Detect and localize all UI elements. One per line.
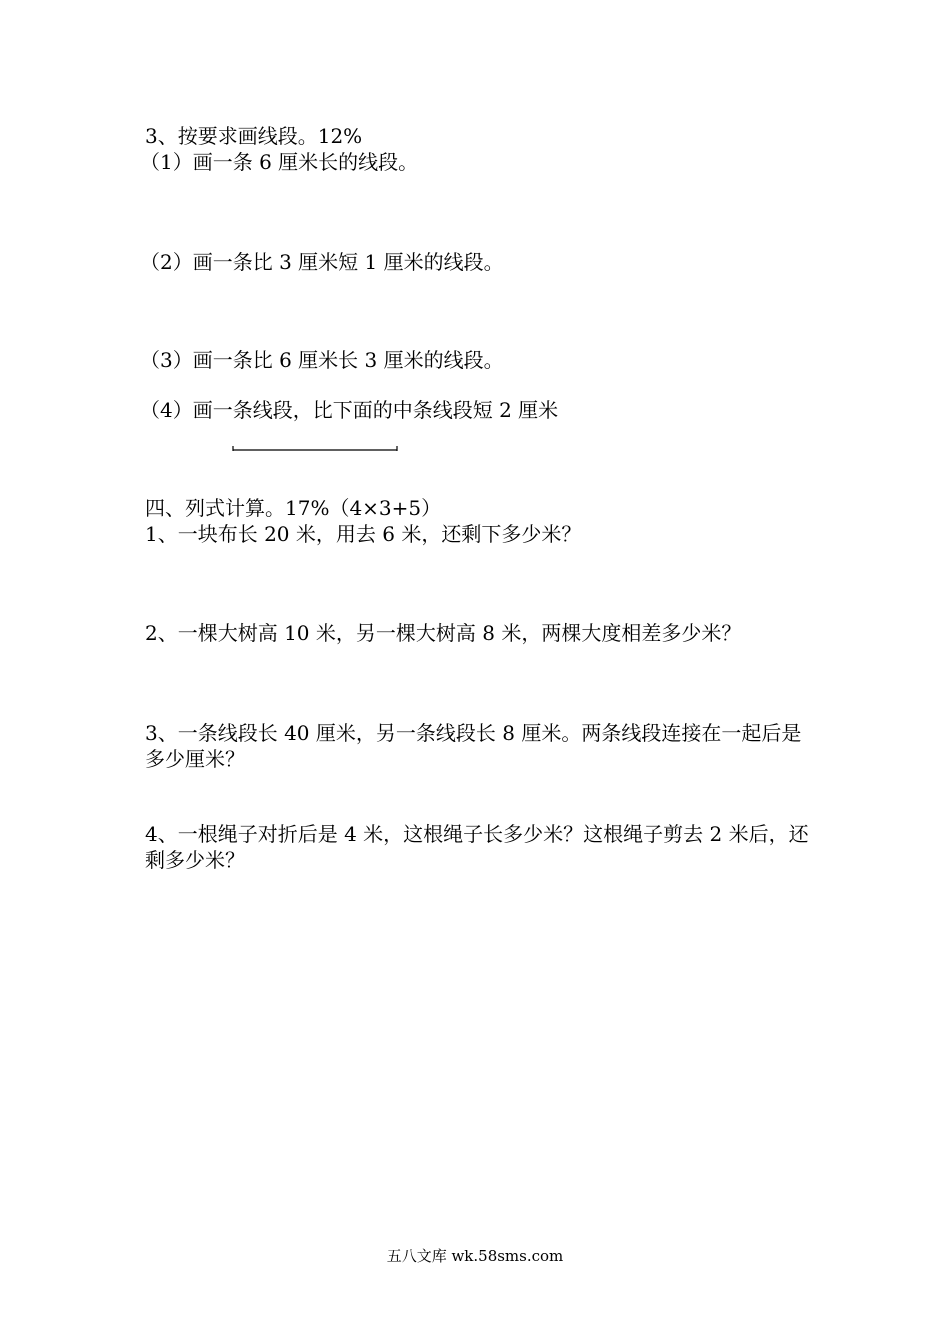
question-2: 2、一棵大树高 10 米，另一棵大树高 8 米，两棵大度相差多少米？	[145, 621, 742, 645]
section-4-heading: 四、列式计算。17%（4×3+5）	[145, 496, 442, 520]
draw-item-3: （3）画一条比 6 厘米长 3 厘米的线段。	[140, 348, 504, 372]
draw-item-4: （4）画一条线段，比下面的中条线段短 2 厘米	[140, 398, 559, 422]
question-3: 3、一条线段长 40 厘米，另一条线段长 8 厘米。两条线段连接在一起后是多少厘米？	[145, 721, 802, 771]
footer-watermark: 五八文库 wk.58sms.com	[386, 1247, 564, 1265]
question-1: 1、一块布长 20 米，用去 6 米，还剩下多少米？	[145, 522, 582, 546]
draw-item-2: （2）画一条比 3 厘米短 1 厘米的线段。	[140, 250, 504, 274]
question-4: 4、一根绳子对折后是 4 米，这根绳子长多少米？这根绳子剪去 2 米后，还剩多少米？	[145, 822, 809, 872]
reference-line-segment	[232, 444, 398, 452]
draw-item-1: （1）画一条 6 厘米长的线段。	[140, 150, 419, 174]
section-3-heading: 3、按要求画线段。12%	[145, 124, 363, 148]
